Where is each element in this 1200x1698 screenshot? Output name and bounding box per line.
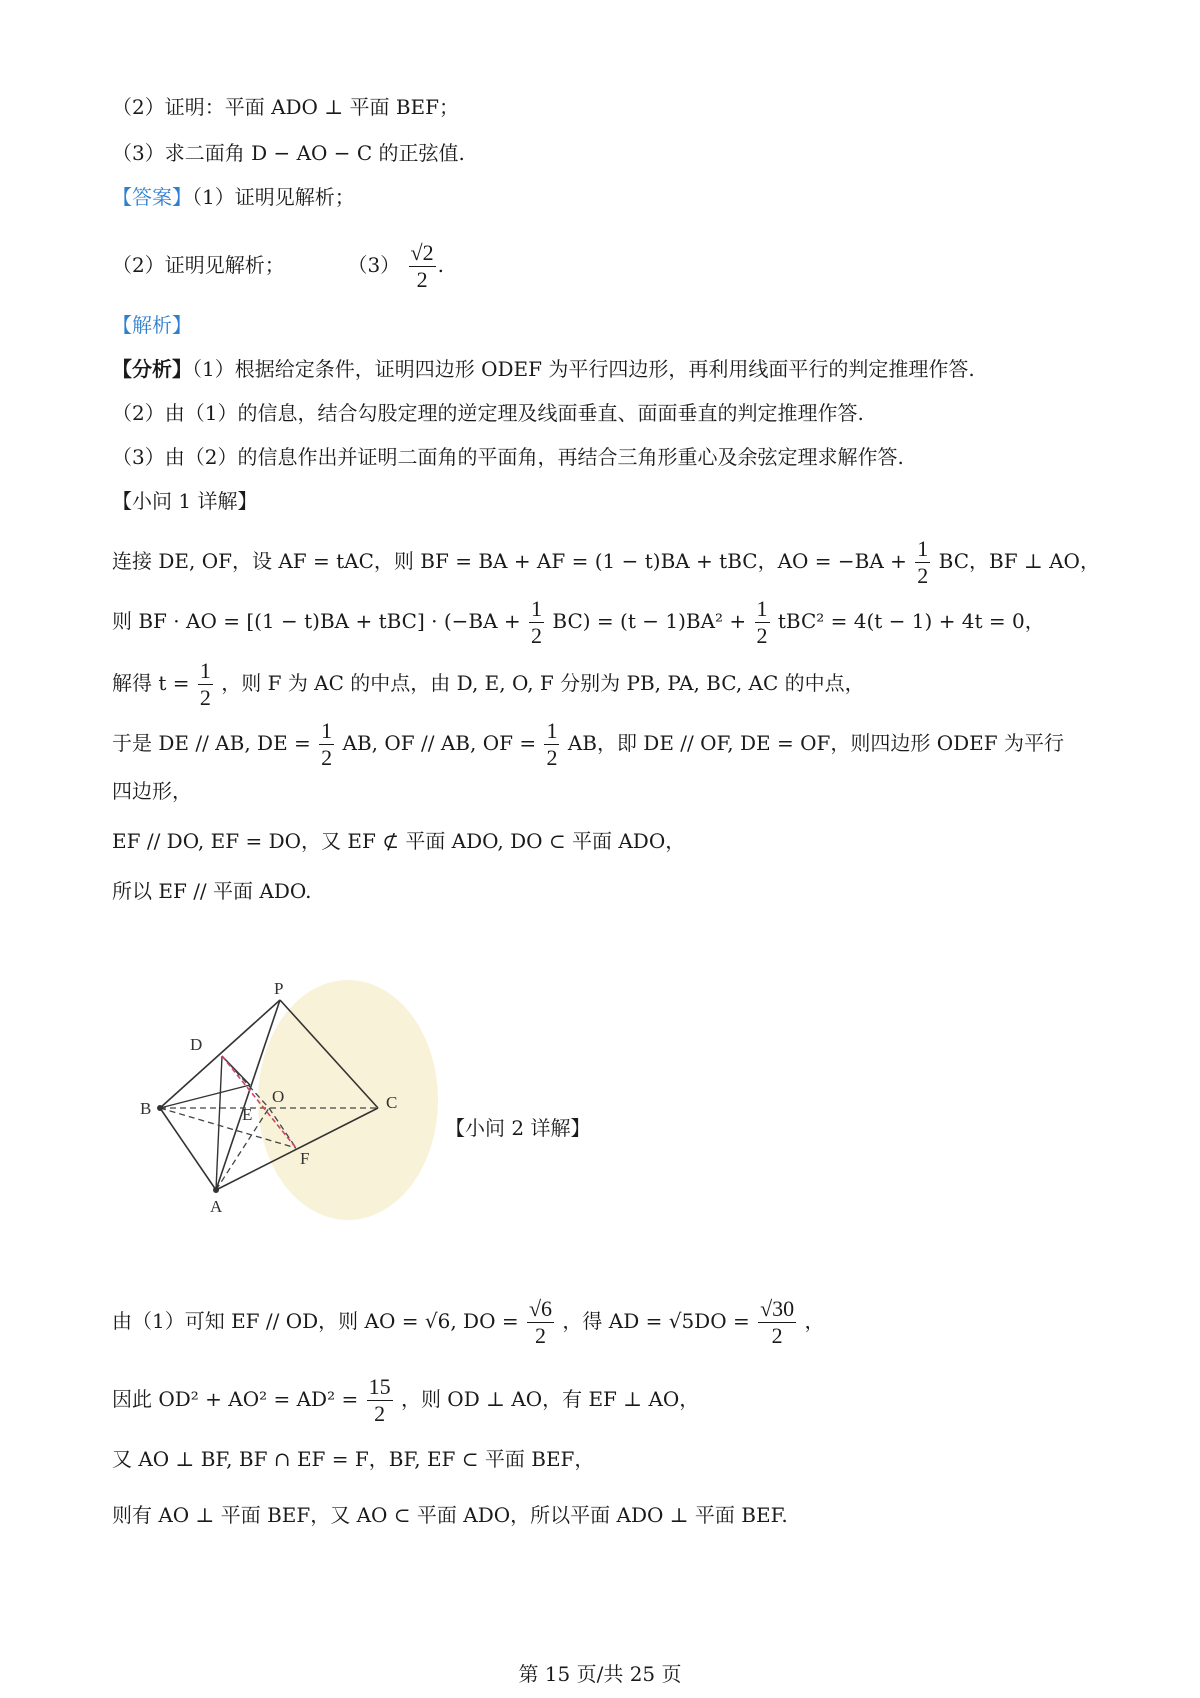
fraction-half: $\frac{1}{2}$ <box>756 596 768 648</box>
pyramid-figure <box>128 980 438 1250</box>
fenxi-1: 【分析】（1）根据给定条件，证明四边形 ODEF 为平行四边形，再利用线面平行的判定推理作答. <box>112 357 975 381</box>
step-9: 因此 OD² + AO² = AD² = $\frac{15}{2}$ ，则 OD ⊥ AO，有 EF ⊥ AO， <box>112 1374 700 1426</box>
fraction-half: $\frac{1}{2}$ <box>199 658 211 710</box>
point-a <box>213 1187 219 1193</box>
jiexi-tag: 【解析】 <box>112 313 192 337</box>
label-e: E <box>242 1105 253 1124</box>
answer-3-prefix: （3） <box>347 253 401 277</box>
point-b <box>157 1105 163 1111</box>
step-6: EF // DO, EF = DO，又 EF ⊄ 平面 ADO, DO ⊂ 平面 ADO， <box>112 829 686 853</box>
answer-line-1 <box>112 182 355 212</box>
step-10: 又 AO ⊥ BF, BF ∩ EF = F，BF, EF ⊂ 平面 BEF， <box>112 1447 595 1471</box>
fraction-sqrt6-over-2: $\frac{√6}{2}$ <box>528 1296 553 1348</box>
segment-de <box>222 1056 250 1085</box>
segment-ad <box>216 1056 222 1190</box>
fraction-half: $\frac{1}{2}$ <box>546 718 558 770</box>
edge-ab <box>160 1108 216 1190</box>
fraction-half: $\frac{1}{2}$ <box>531 596 543 648</box>
answer-2: （2）证明见解析； <box>112 253 285 277</box>
step-3: 解得 t = $\frac{1}{2}$ ，则 F 为 AC 的中点，由 D, E, O, F 分别为 PB, PA, BC, AC 的中点， <box>112 658 865 710</box>
label-p: P <box>274 980 284 998</box>
answer-1: （1）证明见解析； <box>192 185 355 209</box>
fraction-half: $\frac{1}{2}$ <box>321 718 333 770</box>
label-o: O <box>272 1087 285 1106</box>
label-d: D <box>190 1035 203 1054</box>
label-a: A <box>210 1197 223 1216</box>
xiaowen-1-heading: 【小问 1 详解】 <box>112 489 258 513</box>
page-footer: 第 15 页/共 25 页 <box>518 1662 682 1686</box>
fraction-15-over-2: $\frac{15}{2}$ <box>368 1374 391 1426</box>
label-f: F <box>300 1149 310 1168</box>
fraction-sqrt30-over-2: $\frac{√30}{2}$ <box>760 1296 795 1348</box>
step-8: 由（1）可知 EF // OD，则 AO = √6, DO = $\frac{√6}{2}$ ，得 AD = √5DO = $\frac{√30}{2}$ ， <box>112 1296 825 1348</box>
step-4: 于是 DE // AB, DE = $\frac{1}{2}$ AB, OF // AB, OF = $\frac{1}{2}$ AB，即 DE // OF, DE = OF，则四边形 ODEF 为平行 <box>112 718 1065 770</box>
label-c: C <box>386 1093 398 1112</box>
fraction-half: $\frac{1}{2}$ <box>917 536 929 588</box>
step-1: 连接 DE, OF，设 AF = tAC，则 BF = BA + AF = (1 − t)BA + tBC，AO = −BA + $\frac{1}{2}$ BC，BF ⊥ AO， <box>112 536 1100 588</box>
watermark <box>258 980 438 1220</box>
step-5: 四边形， <box>112 779 192 803</box>
question-2: （2）证明：平面 ADO ⊥ 平面 BEF； <box>112 95 460 119</box>
question-3: （3）求二面角 D − AO − C 的正弦值. <box>112 141 465 165</box>
answer-3-fraction: $\frac{√2}{2}$ <box>410 240 434 292</box>
answer-line-2: （2）证明见解析； （3） $\frac{√2}{2}$ . <box>112 240 444 292</box>
xiaowen-2-heading: 【小问 2 详解】 <box>445 1116 591 1140</box>
answer-tag: 【答案】 <box>112 185 192 209</box>
step-11: 则有 AO ⊥ 平面 BEF，又 AO ⊂ 平面 ADO，所以平面 ADO ⊥ 平面 BEF. <box>112 1503 788 1527</box>
step-2: 则 BF · AO = [(1 − t)BA + tBC] · (−BA + $\frac{1}{2}$ BC) = (t − 1)BA² + $\frac{1}{2}$ tBC² = 4(t − 1) + 4t = 0， <box>112 596 1045 648</box>
step-7: 所以 EF // 平面 ADO. <box>112 879 312 903</box>
fenxi-2: （2）由（1）的信息，结合勾股定理的逆定理及线面垂直、面面垂直的判定推理作答. <box>112 401 864 425</box>
fenxi-tag: 【分析】 <box>112 357 192 381</box>
label-b: B <box>140 1099 152 1118</box>
fenxi-3: （3）由（2）的信息作出并证明二面角的平面角，再结合三角形重心及余弦定理求解作答. <box>112 445 904 469</box>
